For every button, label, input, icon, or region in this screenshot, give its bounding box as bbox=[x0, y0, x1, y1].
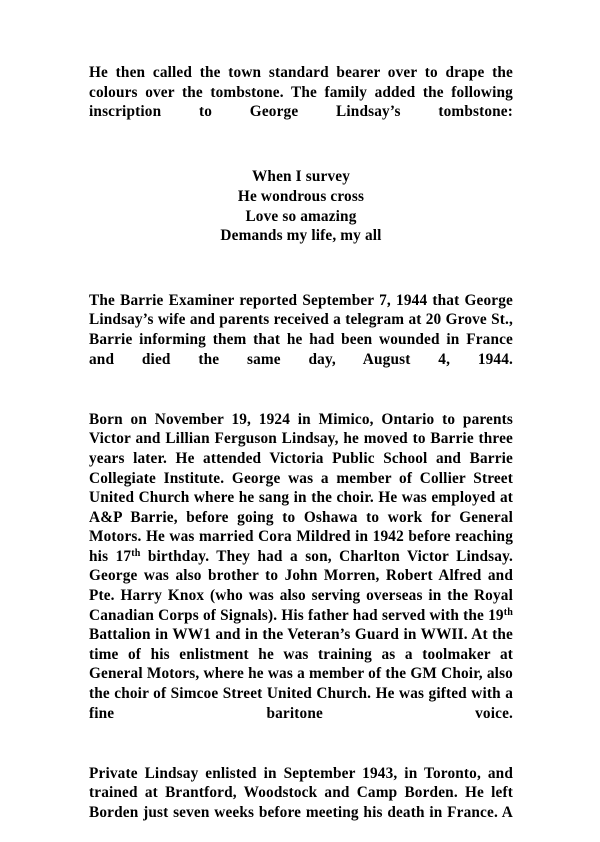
verse-tombstone-inscription bbox=[89, 167, 513, 245]
document-text-column bbox=[89, 63, 513, 842]
ordinal-superscript: th bbox=[503, 606, 513, 618]
verse-line-1: When I survey bbox=[251, 168, 351, 186]
paragraph-biography: Born on November 19, 1924 in Mimico, Ontario to parents Victor and Lillian Ferguson Lindsay, he moved to Barrie three years later. He attended Victoria Public School and Barrie Collegiate Institute. George was a member of Collier Street United Church where he sang in the choir. He was employed at A&P Barrie, before going to Oshawa to work for General Motors. He was married Cora Mildred in 1942 before reaching his 17th birthday. They had a son, Charlton Victor Lindsay. George was also brother to John Morren, Robert Alfred and Pte. Harry Knox (who was also serving overseas in the Royal Canadian Corps of Signals). His father had served with the 19th Battalion in WW1 and in the Veteran’s Guard in WWII. At the time of his enlistment he was training as a toolmaker at General Motors, where he was a member of the GM Choir, also the choir of Simcoe Street United Church. He was gifted with a fine baritone voice. bbox=[89, 410, 514, 722]
verse-line-3: Love so amazing bbox=[245, 207, 357, 225]
spacer-after-verse bbox=[89, 246, 513, 291]
paragraph-enlistment: Private Lindsay enlisted in September 1943, in Toronto, and trained at Brantford, Woodstock and Camp Borden. He left Borden just seven weeks before meeting his death in France. A bbox=[89, 764, 513, 821]
spacer-before-verse bbox=[89, 141, 513, 167]
verse-line-4: Demands my life, my all bbox=[220, 227, 382, 245]
verse-line-2: He wondrous cross bbox=[237, 187, 365, 205]
spacer-before-biography bbox=[89, 389, 513, 410]
paragraph-barrie-examiner: The Barrie Examiner reported September 7, 1944 that George Lindsay’s wife and parents received a telegram at 20 Grove St., Barrie informing them that he had been wounded in France and died the same day, August 4, 1944. bbox=[89, 291, 513, 368]
ordinal-superscript: th bbox=[131, 547, 141, 559]
paragraph-tombstone-drape: He then called the town standard bearer over to drape the colours over the tombstone. The family added the following inscription to George Lindsay’s tombstone: bbox=[89, 64, 513, 121]
spacer-before-enlistment bbox=[89, 743, 513, 764]
